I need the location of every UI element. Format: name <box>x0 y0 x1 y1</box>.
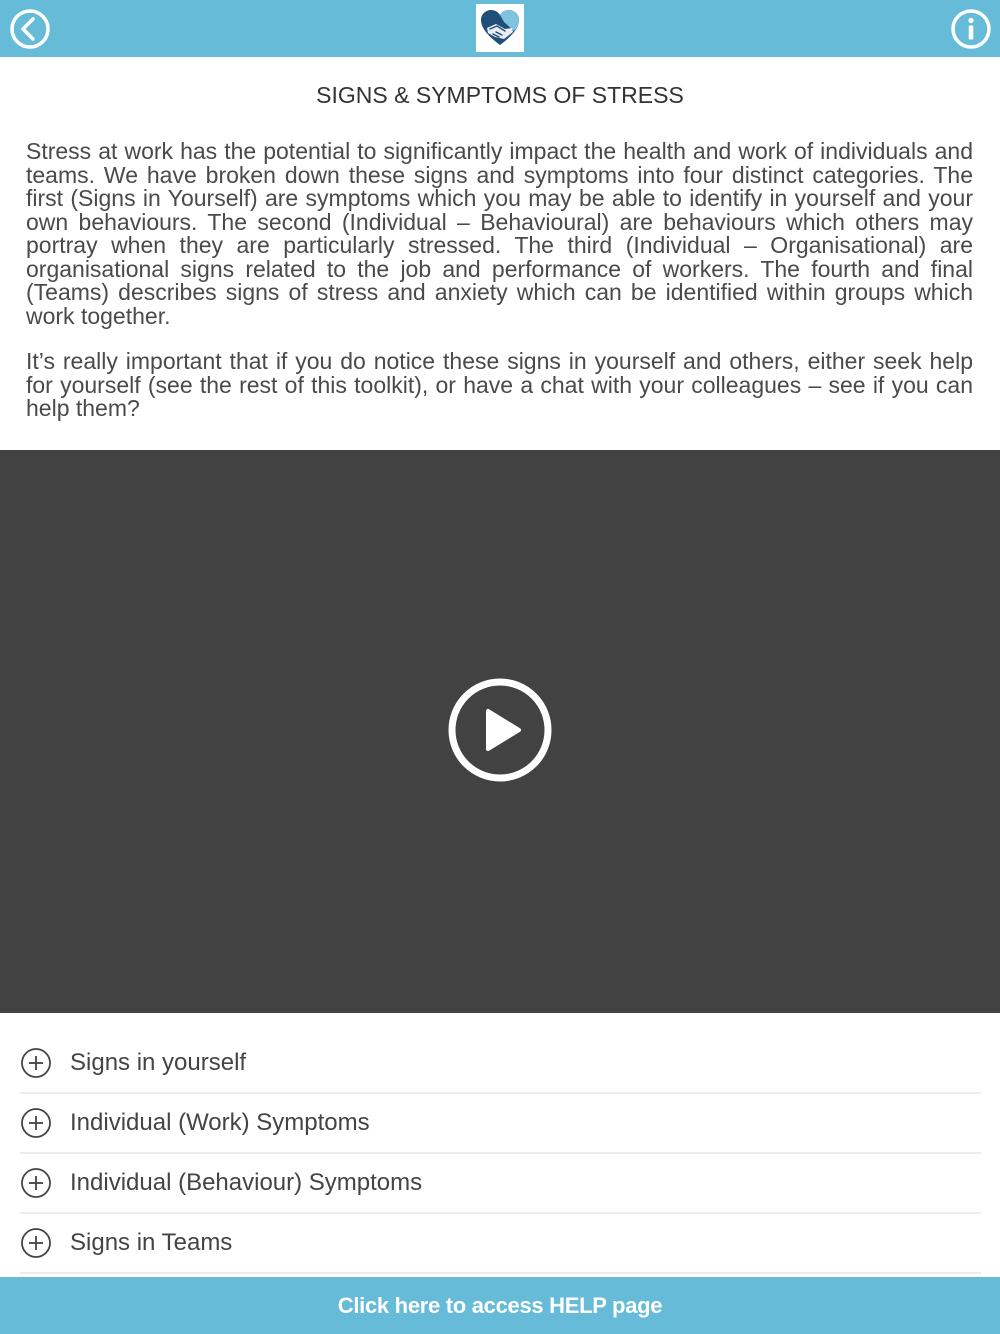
plus-circle-icon <box>20 1107 52 1139</box>
accordion-item-signs-in-teams[interactable] <box>20 1214 981 1274</box>
intro-paragraph: It’s really important that if you do notice these signs in yourself and others, either seek help for yourself (see the rest of this toolkit), or have a chat with your colleagues – see if you can help them? <box>26 348 973 421</box>
symptoms-accordion <box>20 1034 981 1274</box>
accordion-item-label: Signs in Teams <box>70 1229 233 1256</box>
heart-hands-logo <box>478 6 522 50</box>
accordion-item-label: Individual (Behaviour) Symptoms <box>70 1169 423 1196</box>
accordion-item-individual-work[interactable] <box>20 1094 981 1154</box>
accordion-item-individual-behaviour[interactable] <box>20 1154 981 1214</box>
intro-text <box>26 140 973 443</box>
play-button[interactable] <box>447 677 553 783</box>
help-page-label: Click here to access HELP page <box>337 1292 663 1318</box>
accordion-item-label: Signs in yourself <box>70 1049 247 1076</box>
info-button[interactable] <box>950 8 992 50</box>
top-bar <box>0 0 1000 57</box>
page-title: SIGNS & SYMPTOMS OF STRESS <box>316 82 684 108</box>
back-button[interactable] <box>9 8 51 50</box>
intro-paragraph: Stress at work has the potential to significantly impact the health and work of individuals and teams. We have broken down these signs and symptoms into four distinct categories. The first (Signs in Yourself) are symptoms which you may be able to identify in yourself and your own behaviours. The second (Individual – Behavioural) are behaviours which others may portray when they are particularly stressed. The third (Individual – Organisational) are organisational signs related to the job and performance of workers. The fourth and final (Teams) describes signs of stress and anxiety which can be identified within groups which work together. <box>26 138 973 329</box>
accordion-item-signs-in-yourself[interactable] <box>20 1034 981 1094</box>
back-arrow-circle-icon <box>9 8 51 50</box>
plus-circle-icon <box>20 1227 52 1259</box>
accordion-item-label: Individual (Work) Symptoms <box>70 1109 370 1136</box>
play-circle-icon <box>447 677 553 783</box>
plus-circle-icon <box>20 1047 52 1079</box>
app-logo <box>476 4 524 52</box>
plus-circle-icon <box>20 1167 52 1199</box>
help-page-button[interactable] <box>0 1277 1000 1334</box>
info-circle-icon <box>950 8 992 50</box>
